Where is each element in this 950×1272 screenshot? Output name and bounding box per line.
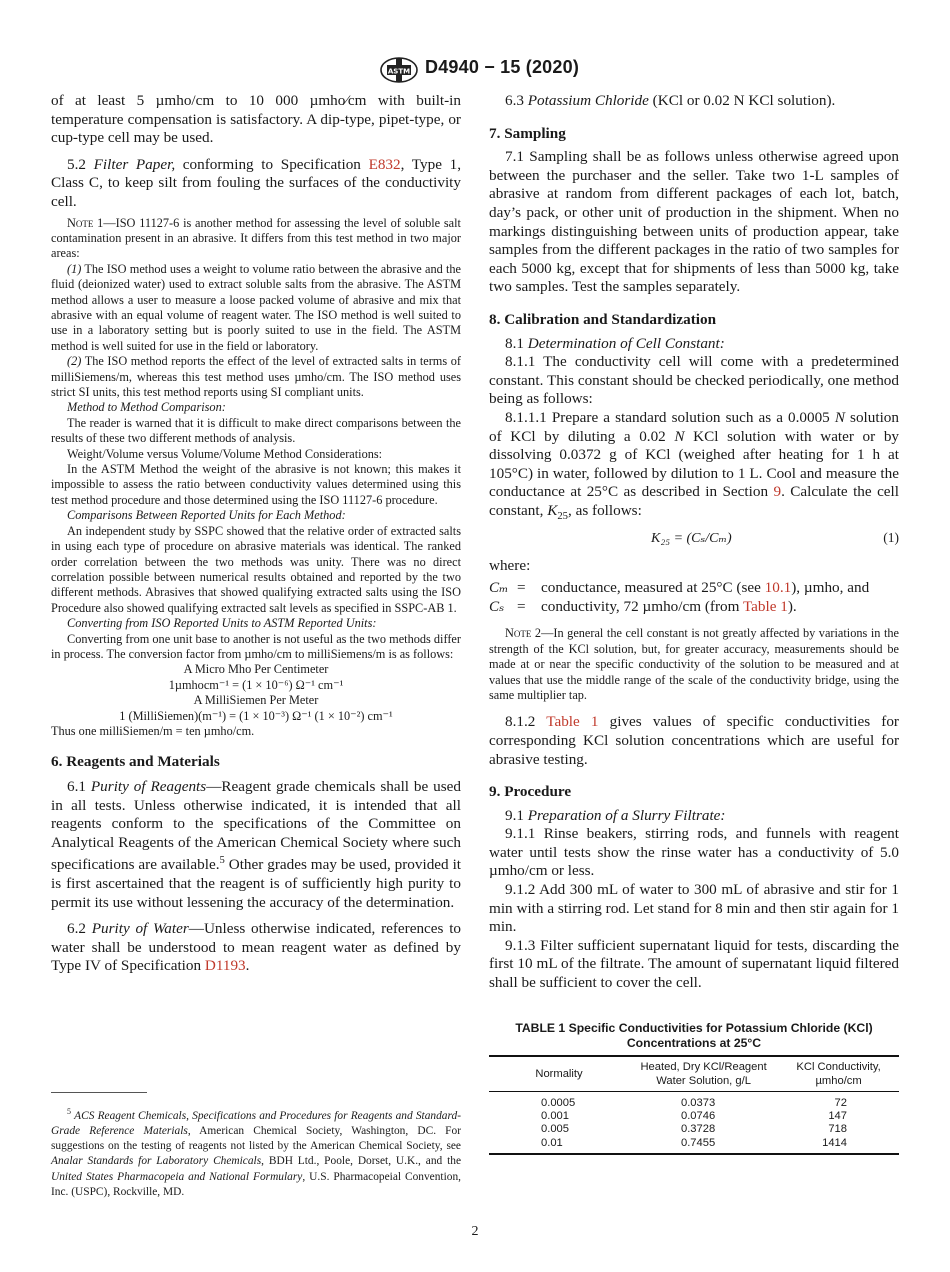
section-9-1-2: 9.1.2 Add 300 mL of water to 300 mL of abrasive and stir for 1 min with a stirring rod. Let stand for 8 min and then stir again for 1 min. [489,881,899,936]
section-8-1: 8.1 Determination of Cell Constant: [505,334,725,352]
section-9-heading: 9. Procedure [489,783,572,801]
table-row: 0.001 0.0746 147 [541,1110,847,1123]
conversion-2-equation: 1 (MilliSiemen)(m⁻¹) = (1 × 10⁻³) Ω⁻¹ (1 × 10⁻²) cm⁻¹ [119,708,393,723]
section-6-3: 6.3 Potassium Chloride (KCl or 0.02 N KCl solution). [505,92,836,109]
equation-1 [489,527,899,553]
conversion-1-title: A Micro Mho Per Centimeter [183,662,329,677]
converting-text: Converting from one unit base to another is not useful as the two methods differ in process. The conversion factor from µmho/cm to milliSiemens/m is as follows: [51,631,461,661]
note-2: Note 2—In general the cell constant is not greatly affected by variations in the strength of the KCl solution, but, for greater accuracy, measurements should be made at or near the specific conductivity of the solution to be measured and at values that use the middle range of the scale of the conductivity bridge, using the same multiplier tap. [489,626,899,702]
units-comparison-title: Comparisons Between Reported Units for Each Method: [67,508,346,523]
table-1-title-line2: Concentrations at 25°C [626,1035,762,1050]
section-5-2: 5.2 Filter Paper, conforming to Specification E832, Type 1, Class C, to keep silt from fouling the surfaces of the conductivity cell. [51,155,461,210]
where-cs: Cₛ = conductivity, 72 µmho/cm (from Table 1). [489,597,797,615]
section-8-heading: 8. Calibration and Standardization [489,310,717,328]
conversion-2-title: A MilliSiemen Per Meter [193,693,319,708]
method-comparison-title: Method to Method Comparison: [67,400,226,415]
equation-1-formula: K₂₅ = (Cₛ/Cₘ) [651,530,732,546]
ref-table-1b[interactable]: Table 1 [546,713,599,731]
page-number: 2 [471,1224,479,1239]
method-comparison-text: The reader is warned that it is difficult to make direct comparisons between the results of these two different methods of analysis. [51,415,461,446]
left-column [51,92,461,976]
header-conductivity: KCl Conductivity, µmho/cm [796,1060,881,1087]
note-1-item-1: (1) The ISO method uses a weight to volume ratio between the abrasive and the fluid (deionized water) used to extract soluble salts from the abrasive. The ASTM method allows a user to measure a loose packed volume of abrasive and mix that abrasive with an equal volume of reagent water. The ISO method is well suited to use in a laboratory setting but is poorly suited to use in the field. The ASTM method is well suited for use in the field or laboratory. [51,261,461,353]
table-1 [489,1021,899,1156]
section-9-1-1: 9.1.1 Rinse beakers, stirring rods, and funnels with reagent water until tests show the rinse water has a conductivity of 5.0 µmho/cm or less. [489,825,899,880]
section-9-1: 9.1 Preparation of a Slurry Filtrate: [505,806,726,824]
converting-title: Converting from ISO Reported Units to ASTM Reported Units: [67,616,377,631]
ref-table-1[interactable]: Table 1 [742,597,788,615]
ref-section-9[interactable]: 9 [773,483,782,501]
section-7-1: 7.1 Sampling shall be as follows unless otherwise agreed upon between the purchaser and the seller. Take two 1-L samples of abrasive at random from different packages of each lot, batch, day’s pack, or other unit of production in the shipment. When no markings distinguishing between units of production appear, take samples from the different packages in the ratio of two samples for each 5000 kg, except that for shipments of less than 5000 kg, take two samples. Test the samples separately. [489,148,899,296]
weight-volume-text: In the ASTM Method the weight of the abrasive is not known; this makes it impossible to assess the ratio between conductivity values determined using this test method procedure and those determined using the ISO 11127-6 procedure. [51,462,461,507]
conversion-result: Thus one milliSiemen/m = ten µmho/cm. [51,723,255,738]
ref-e832[interactable]: E832 [368,155,401,173]
ref-d1193[interactable]: D1193 [204,957,246,975]
section-6-1: 6.1 Purity of Reagents—Reagent grade chemicals shall be used in all tests. Unless otherwise indicated, it is intended that all reagents conform to the specifications of the Committee on Analytical Reagents of the American Chemical Society where such specifications are available.$^5$ Other grades may be used, provided it is first ascertained that the reagent is of sufficiently high purity to permit its use without lessening the accuracy of the determination. [51,777,462,911]
note-1: Note 1—ISO 11127-6 is another method for assessing the level of soluble salt contamination present in an abrasive. It differs from this test method in two major areas: [51,215,461,261]
footnote-rule [51,1092,147,1093]
table-1-title-line1: TABLE 1 Specific Conductivities for Potassium Chloride (KCl) [515,1020,873,1035]
header-solution: Heated, Dry KCl/Reagent Water Solution, g/L [640,1060,767,1087]
table-1-grid [489,1055,899,1156]
footnote-5: $^5$ ACS Reagent Chemicals, Specifications and Procedures for Reagents and Standard-Grade Reference Materials, American Chemical Society, Washington, DC. For suggestions on the testing of reagents not listed by the American Chemical Society, see Analar Standards for Laboratory Chemicals, BDH Ltd., Poole, Dorset, U.K., and the United States Pharmacopeia and National Formulary, U.S. Pharmacopeial Convention, Inc. (USPC), Rockville, MD. [51,1107,462,1198]
where-cm: Cₘ = conductance, measured at 25°C (see 10.1), µmho, and [489,579,870,597]
astm-logo [379,56,419,84]
weight-volume-title: Weight/Volume versus Volume/Volume Method Considerations: [67,446,383,461]
continued-paragraph: of at least 5 µmho/cm to 10 000 µmho⁄cm with built-in temperature compensation is satisfactory. A dip-type, pipet-type, or cup-type cell may be used. [51,92,461,147]
section-6-2: 6.2 Purity of Water—Unless otherwise indicated, references to water shall be understood to mean reagent water as defined by Type IV of Specification D1193. [51,920,462,975]
section-8-1-1-1: 8.1.1.1 Prepare a standard solution such as a 0.0005 N solution of KCl by diluting a 0.02 N KCl solution with water or by dissolving 0.0372 g of KCl (weighed after heating for 1 h at 105°C) in water, followed by dilution to 1 L. Cool and measure the conductance at 25°C as described in Section 9. Calculate the cell constant, $K_{25}$, as follows: [489,408,900,522]
header-normality: Normality [535,1067,583,1080]
equation-1-number: (1) [883,529,899,545]
table-row: 0.01 0.7455 1414 [541,1136,847,1149]
table-row: 0.005 0.3728 718 [541,1123,847,1136]
section-6-heading: 6. Reagents and Materials [51,753,220,771]
page-header [0,56,950,86]
section-9-1-3: 9.1.3 Filter sufficient supernatant liquid for tests, discarding the first 10 mL of the filtrate. The amount of supernatant liquid filtered shall be sufficient to cover the cell. [489,936,899,992]
note-1-item-2: (2) The ISO method reports the effect of the level of extracted salts in terms of milliSiemens/m, whereas this test method uses µmho/cm. The ISO method uses strict SI units, this test method reports using SI compliant units. [51,354,461,400]
svg-text:ASTM: ASTM [387,67,411,76]
conversion-1-equation: 1µmhocm⁻¹ = (1 × 10⁻⁶) Ω⁻¹ cm⁻¹ [168,677,344,692]
document-id: D4940 − 15 (2020) [425,57,580,77]
where-label: where: [489,556,531,574]
section-8-1-1: 8.1.1 The conductivity cell will come with a predetermined constant. This constant should be checked periodically, one method being as follows: [489,353,899,408]
section-8-1-2: 8.1.2 Table 1 gives values of specific conductivities for corresponding KCl solution concentrations which are useful for abrasive testing. [489,713,899,768]
table-row: 0.0005 0.0373 72 [541,1096,847,1109]
units-comparison-text: An independent study by SSPC showed that the relative order of extracted salts in using each type of procedure on abrasive materials was identical. The ranked order correlation between the two methods was unity. There was no direct correlation possible between numerical results obtained and reported by the two different methods. Abrasives that showed qualifying extracted salts using the ISO Procedure also showed qualifying extracted salt levels as specified in SSPC-AB 1. [51,523,461,615]
table-header-row [489,1056,899,1092]
right-column [489,92,899,1155]
section-7-heading: 7. Sampling [489,124,566,142]
ref-10-1[interactable]: 10.1 [764,579,792,597]
